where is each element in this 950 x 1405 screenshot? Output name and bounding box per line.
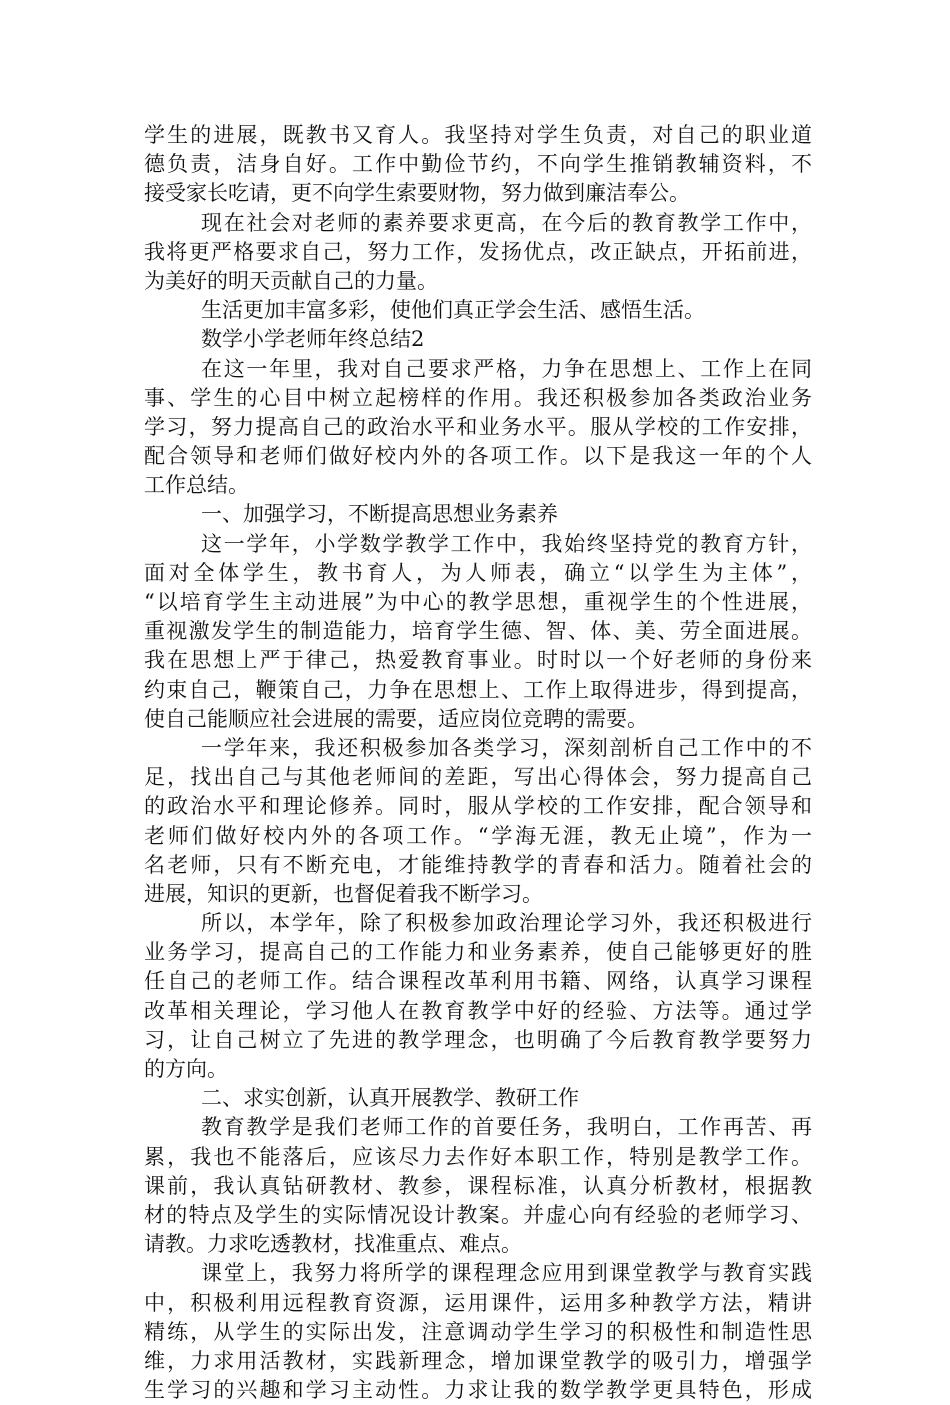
text-line: 维，力求用活教材，实践新理念，增加课堂教学的吸引力，增强学	[144, 1348, 812, 1373]
text-line: 我在思想上严于律己，热爱教育事业。时时以一个好老师的身份来	[144, 648, 812, 673]
text-line: 任自己的老师工作。结合课程改革利用书籍、网络，认真学习课程	[144, 969, 812, 994]
text-line: 面对全体学生，教书育人，为人师表，确立“以学生为主体”，	[144, 560, 812, 585]
section-heading: 二、求实创新，认真开展教学、教研工作	[201, 1086, 579, 1111]
text-line: “以培育学生主动进展”为中心的教学思想，重视学生的个性进展，	[144, 590, 812, 614]
text-line: 累，我也不能落后，应该尽力去作好本职工作，特别是教学工作。	[144, 1144, 812, 1169]
text-line: 学生的进展，既教书又育人。我坚持对学生负责，对自己的职业道	[144, 123, 812, 147]
text-line: 德负责，洁身自好。工作中勤俭节约，不向学生推销教辅资料，不	[144, 152, 812, 177]
text-line: 老师们做好校内外的各项工作。“学海无涯，教无止境”，作为一	[144, 823, 812, 848]
text-line: 课前，我认真钻研教材、教参，课程标准，认真分析教材，根据教	[144, 1173, 812, 1198]
text-line: 的方向。	[144, 1057, 228, 1081]
paragraph-first-line: 一学年来，我还积极参加各类学习，深刻剖析自己工作中的不	[201, 735, 812, 760]
text-line: 精练，从学生的实际出发，注意调动学生学习的积极性和制造性思	[144, 1319, 812, 1344]
text-line: 使自己能顺应社会进展的需要，适应岗位竞聘的需要。	[144, 706, 648, 731]
paragraph-first-line: 这一学年，小学数学教学工作中，我始终坚持党的教育方针，	[201, 531, 812, 556]
text-line: 配合领导和老师们做好校内外的各项工作。以下是我这一年的个人	[144, 444, 812, 469]
text-line: 我将更严格要求自己，努力工作，发扬优点，改正缺点，开拓前进，	[144, 239, 812, 264]
text-line: 请教。力求吃透教材，找准重点、难点。	[144, 1232, 522, 1257]
text-line: 事、学生的心目中树立起榜样的作用。我还积极参加各类政治业务	[144, 385, 812, 410]
paragraph-first-line: 教育教学是我们老师工作的首要任务，我明白，工作再苦、再	[201, 1115, 812, 1140]
text-line: 工作总结。	[144, 473, 249, 498]
text-line: 名老师，只有不断充电，才能维持教学的青春和活力。随着社会的	[144, 852, 812, 877]
text-line: 中，积极利用远程教育资源，运用课件，运用多种教学方法，精讲	[144, 1290, 812, 1315]
text-line: 学习，努力提高自己的政治水平和业务水平。服从学校的工作安排，	[144, 414, 812, 439]
text-line: 材的特点及学生的实际情况设计教案。并虚心向有经验的老师学习、	[144, 1202, 812, 1227]
text-line: 改革相关理论，学习他人在教育教学中好的经验、方法等。通过学	[144, 998, 812, 1023]
paragraph-first-line: 在这一年里，我对自己要求严格，力争在思想上、工作上在同	[201, 356, 812, 381]
text-line: 的政治水平和理论修养。同时，服从学校的工作安排，配合领导和	[144, 794, 812, 819]
document-body	[144, 121, 812, 1405]
paragraph-first-line: 所以，本学年，除了积极参加政治理论学习外，我还积极进行	[201, 911, 812, 936]
paragraph-first-line: 生活更加丰富多彩，使他们真正学会生活、感悟生活。	[201, 298, 705, 323]
section-heading: 一、加强学习，不断提高思想业务素养	[201, 502, 558, 527]
text-line: 约束自己，鞭策自己，力争在思想上、工作上取得进步，得到提高，	[144, 677, 812, 702]
text-line: 足，找出自己与其他老师间的差距，写出心得体会，努力提高自己	[144, 765, 812, 790]
text-line: 为美好的明天贡献自己的力量。	[144, 268, 438, 293]
paragraph-first-line: 课堂上，我努力将所学的课程理念应用到课堂教学与教育实践	[201, 1261, 812, 1286]
section-title: 数学小学老师年终总结2	[201, 327, 425, 352]
text-line: 重视激发学生的制造能力，培育学生德、智、体、美、劳全面进展。	[144, 619, 812, 644]
text-line: 生学习的兴趣和学习主动性。力求让我的数学教学更具特色，形成	[144, 1378, 812, 1403]
text-line: 进展，知识的更新，也督促着我不断学习。	[144, 881, 543, 906]
text-line: 业务学习，提高自己的工作能力和业务素养，使自己能够更好的胜	[144, 940, 812, 965]
text-line: 接受家长吃请，更不向学生索要财物，努力做到廉洁奉公。	[144, 181, 690, 206]
text-line: 习，让自己树立了先进的教学理念，也明确了今后教育教学要努力	[144, 1027, 812, 1052]
paragraph-first-line: 现在社会对老师的素养要求更高，在今后的教育教学工作中，	[201, 210, 812, 235]
